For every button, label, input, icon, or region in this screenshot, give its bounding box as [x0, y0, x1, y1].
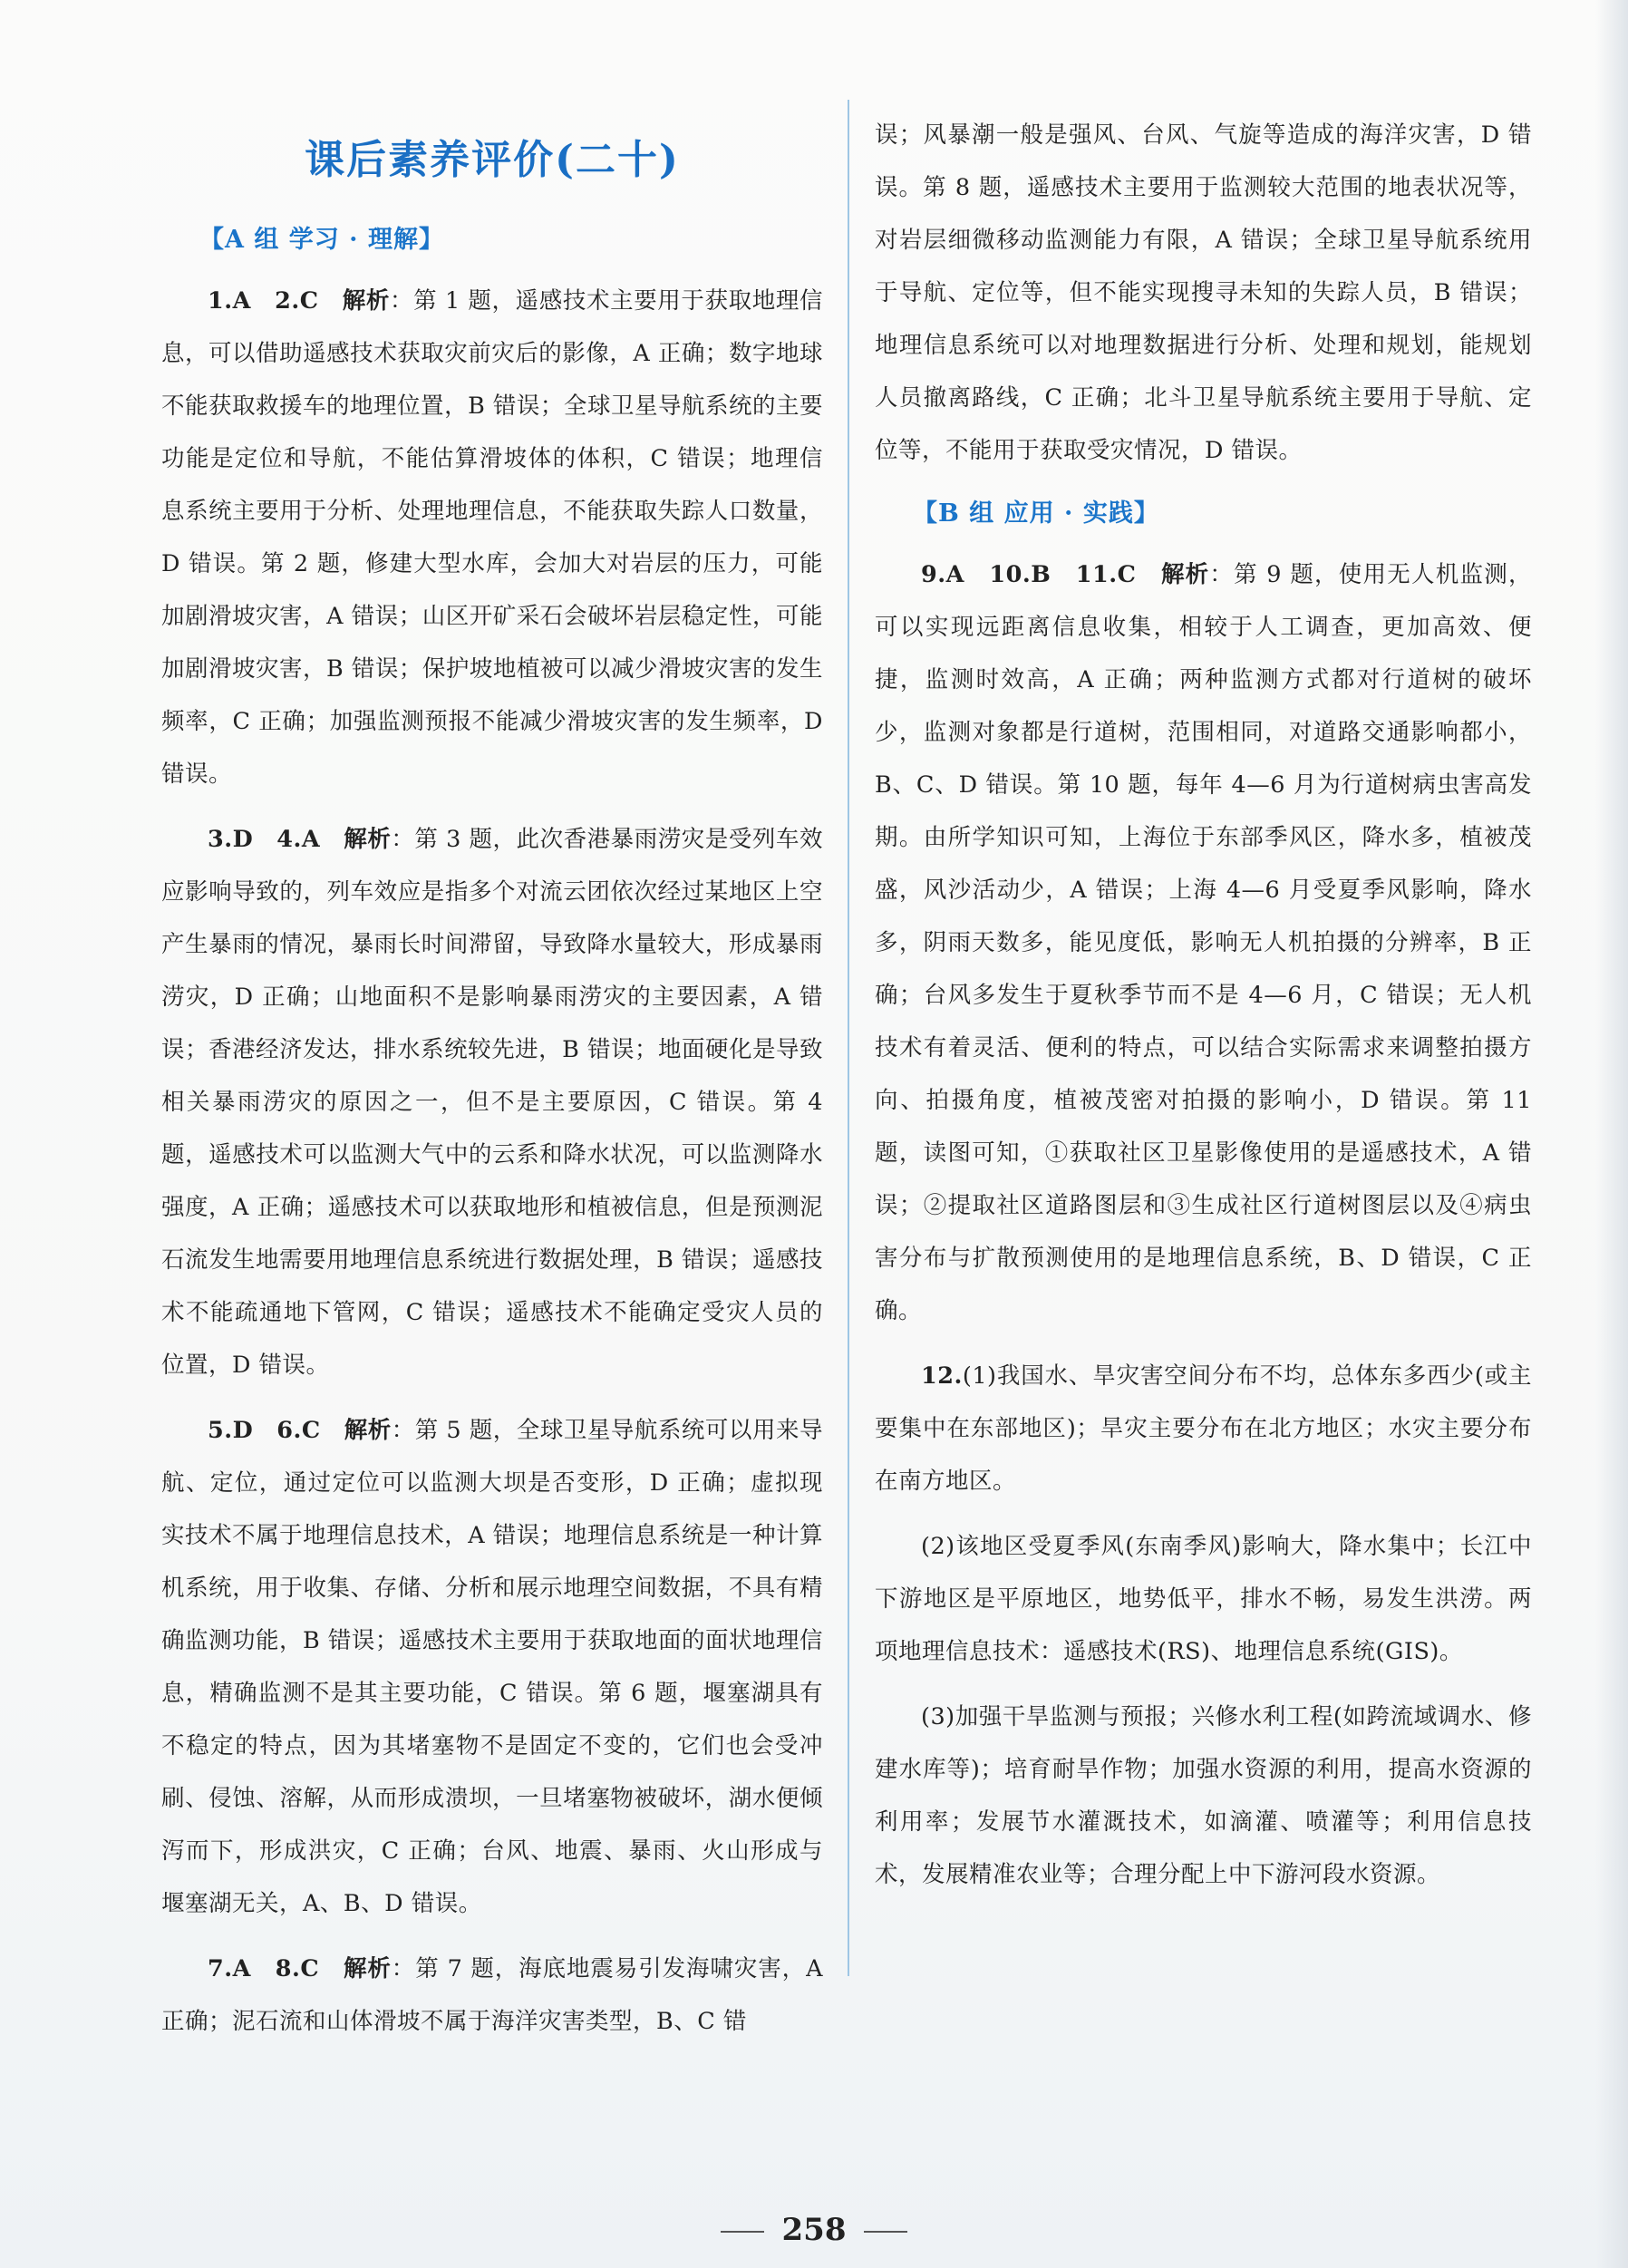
analysis-label: 解析 [344, 1417, 392, 1444]
column-divider [848, 100, 849, 1976]
answer-paragraph-12-3 [875, 1691, 1532, 1901]
answer-text: (1)我国水、旱灾害空间分布不均，总体东多西少(或主要集中在东部地区)；旱灾主要分布在北方地区；水灾主要分布在南方地区。 [875, 1362, 1532, 1495]
answer-key: 7.A 8.C [208, 1955, 320, 1982]
section-a-heading: 【A 组 学习 · 理解】 [199, 226, 444, 254]
answer-paragraph-5-6 [161, 1404, 823, 1930]
analysis-label: 解析 [1160, 561, 1210, 588]
page-number-dash-left [721, 2231, 764, 2233]
page-number-dash-right [864, 2231, 907, 2233]
answer-paragraph-12-1 [875, 1350, 1532, 1507]
answer-key: 5.D 6.C [208, 1417, 321, 1444]
analysis-label: 解析 [342, 287, 391, 315]
section-b-heading: 【B 组 应用 · 实践】 [913, 499, 1159, 528]
analysis-text: ：第 1 题，遥感技术主要用于获取地理信息，可以借助遥感技术获取灾前灾后的影像，A 正确；数字地球不能获取救援车的地理位置，B 错误；全球卫星导航系统的主要功能是定位和导航，不能估算滑坡体的体积，C 错误；地理信息系统主要用于分析、处理地理信息，不能获取失踪人口数量，D 错误。第 2 题，修建大型水库，会加大对岩层的压力，可能加剧滑坡灾害，A 错误；山区开矿采石会破坏岩层稳定性，可能加剧滑坡灾害，B 错误；保护坡地植被可以减少滑坡灾害的发生频率，C 正确；加强监测预报不能减少滑坡灾害的发生频率，D 错误。 [161, 287, 823, 788]
answer-key: 1.A 2.C [208, 287, 319, 315]
analysis-label: 解析 [343, 1955, 392, 1982]
answer-text: (3)加强干旱监测与预报；兴修水利工程(如跨流域调水、修建水库等)；培育耐旱作物；加强水资源的利用，提高水资源的利用率；发展节水灌溉技术，如滴灌、喷灌等；利用信息技术，发展精准农业等；合理分配上中下游河段水资源。 [875, 1703, 1532, 1888]
page-number [0, 2212, 1628, 2248]
answer-paragraph-3-4 [161, 813, 823, 1391]
answer-key: 3.D 4.A [208, 826, 321, 853]
left-column [161, 109, 823, 2048]
answer-text: (2)该地区受夏季风(东南季风)影响大，降水集中；长江中下游地区是平原地区，地势低平，排水不畅，易发生洪涝。两项地理信息技术：遥感技术(RS)、地理信息系统(GIS)。 [875, 1533, 1532, 1665]
answer-key: 12. [921, 1362, 963, 1390]
answer-paragraph-1-2 [161, 275, 823, 800]
analysis-text: ：第 9 题，使用无人机监测，可以实现远距离信息收集，相较于人工调查，更加高效、便捷，监测时效高，A 正确；两种监测方式都对行道树的破坏少，监测对象都是行道树，范围相同，对道路交通影响都小，B、C、D 错误。第 10 题，每年 4—6 月为行道树病虫害高发期。由所学知识可知，上海位于东部季风区，降水多，植被茂盛，风沙活动少，A 错误；上海 4—6 月受夏季风影响，降水多，阴雨天数多，能见度低，影响无人机拍摄的分辨率，B 正确；台风多发生于夏秋季节而不是 4—6 月，C 错误；无人机技术有着灵活、便利的特点，可以结合实际需求来调整拍摄方向、拍摄角度，植被茂密对拍摄的影响小，D 错误。第 11 题，读图可知，①获取社区卫星影像使用的是遥感技术，A 错误；②提取社区道路图层和③生成社区行道树图层以及④病虫害分布与扩散预测使用的是地理信息系统，B、D 错误，C 正确。 [875, 561, 1532, 1324]
answer-paragraph-7-8 [161, 1943, 823, 2048]
answer-paragraph-12-2 [875, 1520, 1532, 1678]
page-title: 课后素养评价(二十) [305, 137, 680, 183]
analysis-text: ：第 3 题，此次香港暴雨涝灾是受列车效应影响导致的，列车效应是指多个对流云团依次经过某地区上空产生暴雨的情况，暴雨长时间滞留，导致降水量较大，形成暴雨涝灾，D 正确；山地面积不是影响暴雨涝灾的主要因素，A 错误；香港经济发达，排水系统较先进，B 错误；地面硬化是导致相关暴雨涝灾的原因之一，但不是主要原因，C 错误。第 4 题，遥感技术可以监测大气中的云系和降水状况，可以监测降水强度，A 正确；遥感技术可以获取地形和植被信息，但是预测泥石流发生地需要用地理信息系统进行数据处理，B 错误；遥感技术不能疏通地下管网，C 错误；遥感技术不能确定受灾人员的位置，D 错误。 [161, 826, 823, 1379]
analysis-text: ：第 7 题，海底地震易引发海啸灾害，A 正确；泥石流和山体滑坡不属于海洋灾害类型，B、C 错 [161, 1955, 823, 2035]
answer-key: 9.A 10.B 11.C [921, 561, 1137, 588]
page-number-text: 258 [781, 2212, 847, 2248]
analysis-label: 解析 [344, 826, 392, 853]
answer-paragraph-9-11 [875, 548, 1532, 1337]
page-edge-shadow [1595, 0, 1628, 2268]
right-column [875, 109, 1532, 1901]
continued-paragraph: 误；风暴潮一般是强风、台风、气旋等造成的海洋灾害，D 错误。第 8 题，遥感技术主要用于监测较大范围的地表状况等，对岩层细微移动监测能力有限，A 错误；全球卫星导航系统用于导航、定位等，但不能实现搜寻未知的失踪人员，B 错误；地理信息系统可以对地理数据进行分析、处理和规划，能规划人员撤离路线，C 正确；北斗卫星导航系统主要用于导航、定位等，不能用于获取受灾情况，D 错误。 [875, 121, 1532, 464]
analysis-text: ：第 5 题，全球卫星导航系统可以用来导航、定位，通过定位可以监测大坝是否变形，D 正确；虚拟现实技术不属于地理信息技术，A 错误；地理信息系统是一种计算机系统，用于收集、存储、分析和展示地理空间数据，不具有精确监测功能，B 错误；遥感技术主要用于获取地面的面状地理信息，精确监测不是其主要功能，C 错误。第 6 题，堰塞湖具有不稳定的特点，因为其堵塞物不是固定不变的，它们也会受冲刷、侵蚀、溶解，从而形成溃坝，一旦堵塞物被破坏，湖水便倾泻而下，形成洪灾，C 正确；台风、地震、暴雨、火山形成与堰塞湖无关，A、B、D 错误。 [161, 1417, 823, 1917]
